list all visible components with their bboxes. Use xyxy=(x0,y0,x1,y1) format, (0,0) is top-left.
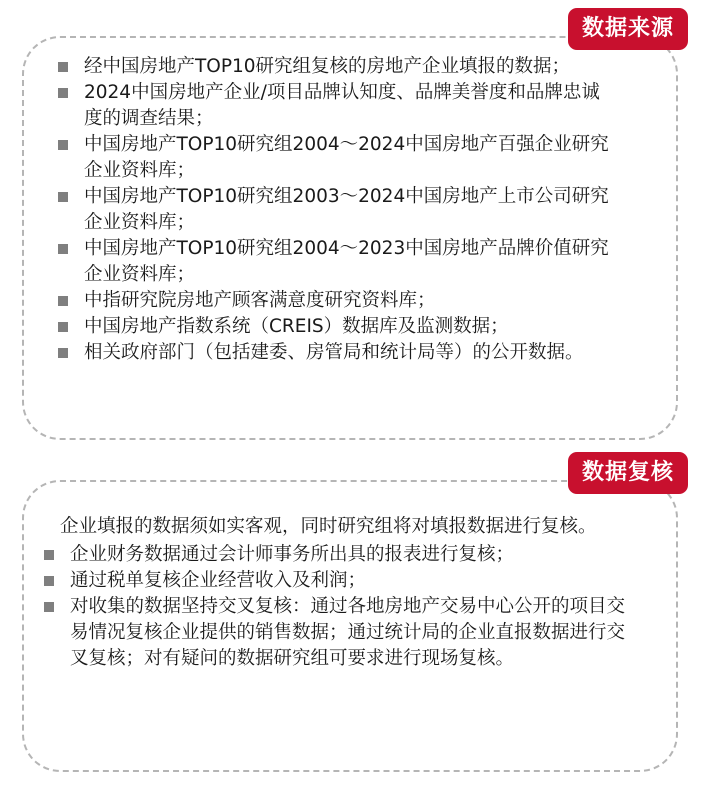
list-item-text: 对收集的数据坚持交叉复核：通过各地房地产交易中心公开的项目交易情况复核企业提供的销售数据；通过统计局的企业直报数据进行交叉复核；对有疑问的数据研究组可要求进行现场复核。 xyxy=(70,596,626,669)
data-sources-tag: 数据来源 xyxy=(568,8,688,50)
list-item xyxy=(56,184,616,236)
square-bullet-icon xyxy=(58,88,68,98)
square-bullet-icon xyxy=(58,296,68,306)
data-review-intro: 企业填报的数据须如实客观，同时研究组将对填报数据进行复核。 xyxy=(60,516,597,537)
list-item-text: 中国房地产TOP10研究组2004～2024中国房地产百强企业研究企业资料库； xyxy=(84,134,609,181)
list-item xyxy=(56,340,616,366)
list-item xyxy=(56,132,616,184)
list-item-text: 中指研究院房地产顾客满意度研究资料库； xyxy=(84,290,436,311)
square-bullet-icon xyxy=(58,244,68,254)
list-item xyxy=(56,54,616,80)
square-bullet-icon xyxy=(44,550,54,560)
list-item xyxy=(56,314,616,340)
square-bullet-icon xyxy=(58,322,68,332)
data-sources-list xyxy=(56,54,616,366)
list-item-text: 中国房地产TOP10研究组2004～2023中国房地产品牌价值研究企业资料库； xyxy=(84,238,609,285)
list-item xyxy=(56,236,616,288)
list-item xyxy=(42,542,632,568)
data-review-content xyxy=(42,514,632,672)
data-review-panel xyxy=(22,460,678,772)
list-item-text: 企业财务数据通过会计师事务所出具的报表进行复核； xyxy=(70,544,515,565)
data-sources-panel xyxy=(22,16,678,440)
list-item-text: 通过税单复核企业经营收入及利润； xyxy=(70,570,367,591)
list-item-text: 中国房地产TOP10研究组2003～2024中国房地产上市公司研究企业资料库； xyxy=(84,186,609,233)
square-bullet-icon xyxy=(58,62,68,72)
data-review-tag: 数据复核 xyxy=(568,452,688,494)
list-item-text: 中国房地产指数系统（CREIS）数据库及监测数据； xyxy=(84,316,509,337)
square-bullet-icon xyxy=(58,348,68,358)
square-bullet-icon xyxy=(58,192,68,202)
data-review-list xyxy=(42,542,632,672)
list-item xyxy=(56,80,616,132)
list-item-text: 经中国房地产TOP10研究组复核的房地产企业填报的数据； xyxy=(84,56,571,77)
list-item-text: 相关政府部门（包括建委、房管局和统计局等）的公开数据。 xyxy=(84,342,584,363)
list-item xyxy=(56,288,616,314)
list-item xyxy=(42,594,632,672)
square-bullet-icon xyxy=(58,140,68,150)
square-bullet-icon xyxy=(44,576,54,586)
list-item xyxy=(42,568,632,594)
list-item-text: 2024中国房地产企业/项目品牌认知度、品牌美誉度和品牌忠诚度的调查结果； xyxy=(84,82,600,129)
square-bullet-icon xyxy=(44,602,54,612)
